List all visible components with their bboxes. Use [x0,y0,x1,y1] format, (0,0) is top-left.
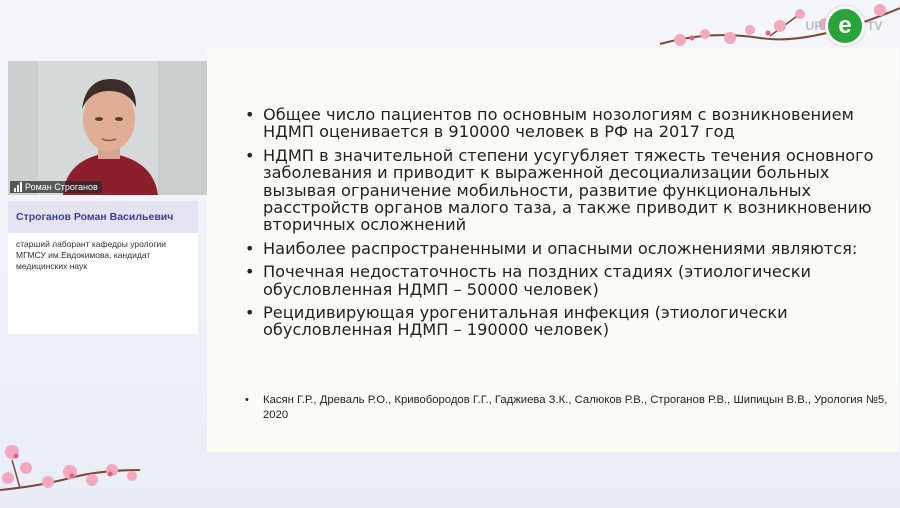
logo-e-icon: e [825,6,865,46]
video-name-tag [10,181,102,193]
speaker-info-card [8,201,198,334]
video-name-label: Роман Строганов [25,182,98,192]
audio-level-icon [14,182,22,192]
logo-left-text: UR [805,19,823,33]
slide-bullet: • Рецидивирующая урогенитальная инфекция (этиологически обусловленная НДМП – 190000 человек) [245,304,885,339]
speaker-video [8,61,207,195]
slide-bullet: • Общее число пациентов по основным нозологиям с возникновением НДМП оценивается в 910000 человек в РФ на 2017 год [245,106,885,141]
slide-bullet: • Наиболее распространенными и опасными осложнениями являются: [245,240,885,257]
channel-logo [798,6,890,46]
slide-bullet-list [245,106,885,345]
cherry-blossom-decoration-bottom [0,430,150,508]
speaker-video-frame [8,61,207,195]
speaker-description: старший лаборант кафедры урологии МГМСУ им.Евдокимова, кандидат медицинских наук [16,239,166,271]
presentation-slide [207,48,899,452]
slide-bullet: • Почечная недостаточность на поздних стадиях (этиологически обусловленная НДМП – 50000 человек) [245,263,885,298]
logo-right-text: TV [867,19,883,33]
slide-bullet: • НДМП в значительной степени усугубляет тяжесть течения основного заболевания и приводит к выраженной десоциализации больных вызывая ограничение мобильности, развитие функциональных расстройств органов малого таза, а также приводит к возникновению вторичных осложнений [245,147,885,234]
speaker-name: Строганов Роман Васильевич [8,201,198,233]
slide-reference: • Касян Г.Р., Древаль Р.О., Кривобородов Г.Г., Гаджиева З.К., Салюков Р.В., Строганов Р.В., Шипицын В.В., Урология №5, 2020 [245,393,900,422]
